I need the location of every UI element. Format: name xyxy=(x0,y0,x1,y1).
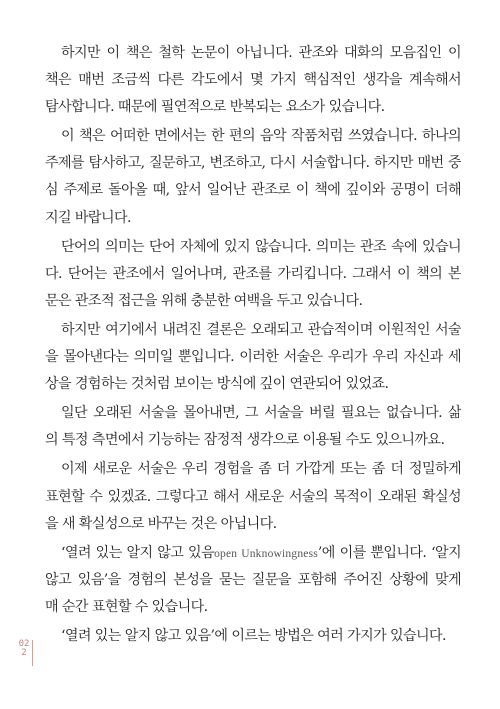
text-segment: ’에 이를 뿐입니다. ‘알지 xyxy=(317,544,461,561)
inline-english-term: open Unknowingness xyxy=(214,547,318,560)
paragraph xyxy=(45,123,461,231)
paragraph xyxy=(45,317,461,398)
text-line: 심 주제로 돌아올 때, 앞서 일어난 관조로 이 책에 깊이와 공명이 더해 xyxy=(45,182,461,199)
paragraph xyxy=(45,40,461,121)
text-line: 의 특정 측면에서 기능하는 잠정적 생각으로 이용될 수도 있으니까요. xyxy=(45,432,445,449)
page-number: 022 xyxy=(18,639,30,658)
text-line: 일단 오래된 서술을 몰아내면, 그 서술을 버릴 필요는 없습니다. 삶 xyxy=(61,405,461,422)
text-line: ‘열려 있는 알지 않고 있음’에 이르는 방법은 여러 가지가 있습니다. xyxy=(61,627,446,644)
text-line xyxy=(45,540,461,567)
page-number-folio xyxy=(18,640,33,666)
text-line: 표현할 수 있겠죠. 그렇다고 해서 새로운 서술의 목적이 오래된 확실성 xyxy=(45,488,461,505)
text-line: 을 새 확실성으로 바꾸는 것은 아닙니다. xyxy=(45,515,277,532)
text-line: 지길 바랍니다. xyxy=(45,209,131,226)
paragraph xyxy=(45,234,461,315)
text-line: 을 몰아낸다는 의미일 뿐입니다. 이러한 서술은 우리가 우리 자신과 세 xyxy=(45,349,461,366)
paragraph xyxy=(45,540,461,621)
text-line: 책은 매번 조금씩 다른 각도에서 몇 가지 핵심적인 생각을 계속해서 xyxy=(45,72,461,89)
text-line: 탐사합니다. 때문에 필연적으로 반복되는 요소가 있습니다. xyxy=(45,99,385,116)
paragraph xyxy=(45,623,461,650)
body-text xyxy=(45,40,461,652)
text-line: 상을 경험하는 것처럼 보이는 방식에 깊이 연관되어 있었죠. xyxy=(45,376,389,393)
text-line: 이 책은 어떠한 면에서는 한 편의 음악 작품처럼 쓰였습니다. 하나의 xyxy=(61,128,461,145)
paragraph xyxy=(45,400,461,454)
text-line: 주제를 탐사하고, 질문하고, 변조하고, 다시 서술합니다. 하지만 매번 중 xyxy=(45,155,461,172)
text-line: 하지만 여기에서 내려진 결론은 오래되고 관습적이며 이원적인 서술 xyxy=(61,321,461,338)
text-line: 이제 새로운 서술은 우리 경험을 좀 더 가깝게 또는 좀 더 정밀하게 xyxy=(61,461,461,478)
text-line: 않고 있음’을 경험의 본성을 묻는 질문을 포함해 주어진 상황에 맞게 xyxy=(45,571,461,588)
text-line: 하지만 이 책은 철학 논문이 아닙니다. 관조와 대화의 모음집인 이 xyxy=(61,45,461,61)
text-line: 문은 관조적 접근을 위해 충분한 여백을 두고 있습니다. xyxy=(45,292,363,309)
text-segment: ‘열려 있는 알지 않고 있음 xyxy=(61,544,215,561)
paragraph xyxy=(45,456,461,537)
text-line: 다. 단어는 관조에서 일어나며, 관조를 가리킵니다. 그래서 이 책의 본 xyxy=(45,265,461,282)
text-line: 매 순간 표현할 수 있습니다. xyxy=(45,598,208,615)
text-line: 단어의 의미는 단어 자체에 있지 않습니다. 의미는 관조 속에 있습니 xyxy=(61,238,461,255)
